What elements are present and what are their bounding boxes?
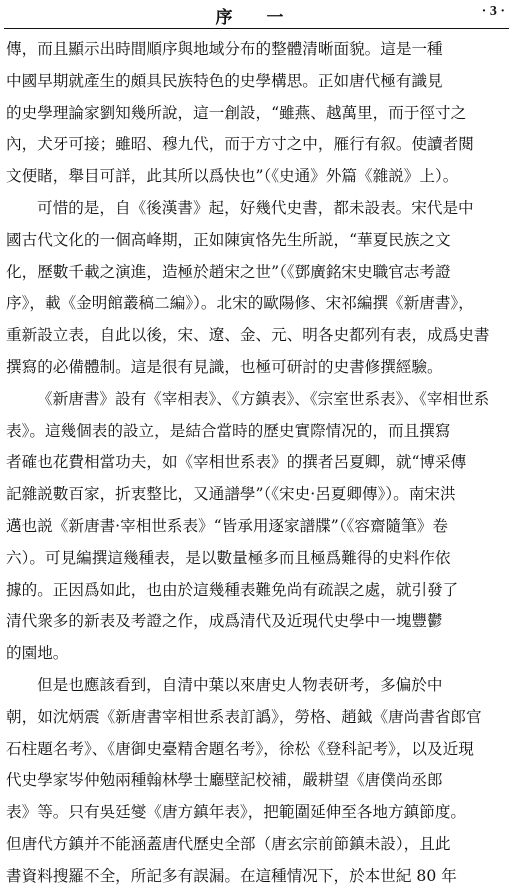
text-line: 六）。可見編撰這幾種表，是以數量極多而且極爲難得的史料作依 [6,548,451,567]
text-line: 重新設立表，自此以後，宋、遼、金、元、明各史都列有表，成爲史書 [6,326,490,345]
text-line: 可惜的是，自《後漢書》起，好幾代史書，都未設表。宋代是中 [37,198,474,217]
page-header [0,0,513,30]
text-line: 的園地。 [6,644,69,663]
text-line: 據的。正因爲如此，也由於這幾種表難免尚有疏誤之處，就引發了 [6,580,459,599]
text-line: 中國早期就產生的頗具民族特色的史學構思。正如唐代極有識見 [6,71,443,90]
text-line: 國古代文化的一個高峰期，正如陳寅恪先生所説，“華夏民族之文 [6,230,451,249]
header-rule [4,28,509,29]
text-line: 清代衆多的新表及考證之作，成爲清代及近現代史學中一塊豐鬱 [6,612,443,631]
body-text [6,34,507,893]
text-line: 記雜説數百家，折衷整比，又通譜學”（《宋史·呂夏卿傳》）。南宋洪 [6,485,456,504]
text-line: 化，歷數千載之演進，造極於趙宋之世”（《鄧廣銘宋史職官志考證 [6,262,451,281]
text-line: 撰寫的必備體制。這是很有見識，也極可研討的史書修撰經驗。 [6,357,443,376]
text-line: 者確也花費相當功夫，如《宰相世系表》的撰者呂夏卿，就“博采傳 [6,453,467,472]
text-line: 代史學家岑仲勉兩種翰林學士廳壁記校補，嚴耕望《唐僕尚丞郎 [6,771,443,790]
text-line: 朝，如沈炳震《新唐書宰相世系表訂譌》，勞格、趙鉞《唐尚書省郎官 [6,707,482,726]
text-line: 表》。這幾個表的設立，是結合當時的歷史實際情况的，而且撰寫 [6,421,451,440]
text-line: 書資料搜羅不全，所記多有誤漏。在這種情况下，於本世紀 80 年 [6,866,457,885]
text-line: 但是也應該看到，自清中葉以來唐史人物表研考，多偏於中 [37,675,443,694]
text-line: 的史學理論家劉知幾所說，這一創設，“雖燕、越萬里，而于徑寸之 [6,103,467,122]
page-number: · 3 · [481,4,505,19]
running-title: 序 一 [215,8,298,28]
text-line: 傳，而且顯示出時間順序與地域分布的整體清晰面貌。這是一種 [6,40,443,58]
text-line: 石柱題名考》、《唐御史臺精舍題名考》，徐松《登科記考》，以及近現 [6,739,474,758]
text-line: 《新唐書》設有《宰相表》、《方鎮表》、《宗室世系表》、《宰相世系 [37,389,490,408]
text-line: 但唐代方鎮并不能涵蓋唐代歷史全部（唐玄宗前節鎮未設），且此 [6,834,451,853]
text-line: 序》，載《金明館叢稿二編》）。北宋的歐陽修、宋祁編撰《新唐書》， [6,294,474,313]
text-line: 文便睹，舉目可詳，此其所以爲快也”（《史通》外篇《雜説》上）。 [6,167,459,186]
text-line: 邁也説《新唐書·宰相世系表》“皆承用逐家譜牒”（《容齋隨筆》卷 [6,516,448,535]
text-line: 內，犬牙可接；雖昭、穆九代，而于方寸之中，雁行有叙。使讀者閱 [6,135,474,154]
text-line: 表》等。只有吳廷燮《唐方鎮年表》，把範圍延伸至各地方鎮節度。 [6,803,467,822]
